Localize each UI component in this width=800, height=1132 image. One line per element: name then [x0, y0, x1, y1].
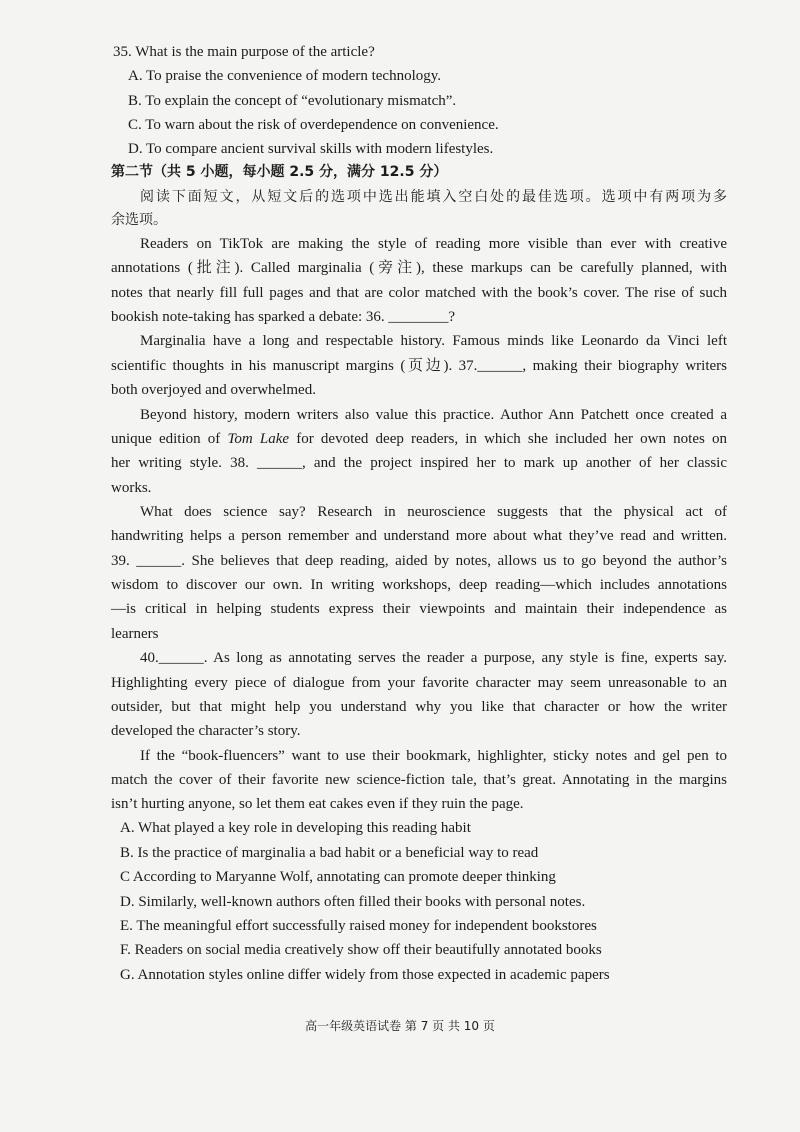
- passage-p5-line-2: Highlighting every piece of dialogue from your favorite character may seem unreasonable to an: [111, 675, 727, 691]
- passage-p4-line-6: learners: [111, 626, 159, 642]
- choice-c: C According to Maryanne Wolf, annotating can promote deeper thinking: [120, 869, 556, 885]
- passage-p1-line-2: annotations (批注). Called marginalia (旁注), these markups can be carefully planned, with: [111, 260, 727, 276]
- choice-d: D. Similarly, well-known authors often filled their books with personal notes.: [120, 894, 586, 910]
- choice-f: F. Readers on social media creatively show off their beautifully annotated books: [120, 942, 602, 958]
- passage-p4-line-2: handwriting helps a person remember and understand more about what they’ve read and written.: [111, 528, 727, 544]
- passage-p3-line-1: Beyond history, modern writers also value this practice. Author Ann Patchett once created a: [140, 407, 727, 423]
- passage-p3-line-2: [111, 429, 727, 449]
- passage-p6-line-1: If the “book-fluencers” want to use their bookmark, highlighter, sticky notes and gel pen to: [140, 748, 727, 764]
- choice-g: G. Annotation styles online differ widely from those expected in academic papers: [120, 967, 610, 983]
- choice-b: B. Is the practice of marginalia a bad habit or a beneficial way to read: [120, 845, 539, 861]
- passage-p2-line-2: scientific thoughts in his manuscript margins (页边). 37.______, making their biography writers: [111, 358, 727, 374]
- passage-p4-line-5: —is critical in helping students express their viewpoints and maintain their independence as: [111, 601, 727, 617]
- passage-p1-line-1: Readers on TikTok are making the style of reading more visible than ever with creative: [140, 236, 727, 252]
- question-35-option-d: D. To compare ancient survival skills with modern lifestyles.: [128, 141, 494, 157]
- page-footer: 高一年级英语试卷 第 7 页 共 10 页: [305, 1019, 495, 1033]
- question-35-stem: 35. What is the main purpose of the article?: [113, 44, 375, 60]
- book-title-tom-lake: Tom Lake: [227, 431, 290, 447]
- passage-p2-line-1: Marginalia have a long and respectable history. Famous minds like Leonardo da Vinci left: [140, 333, 727, 349]
- passage-p6-line-2: match the cover of their favorite new science-fiction tale, that’s great. Annotating in the margins: [111, 772, 727, 788]
- passage-p1-line-4: bookish note-taking has sparked a debate: 36. ________?: [111, 309, 456, 325]
- passage-p3-line-4: works.: [111, 480, 152, 496]
- passage-p5-line-4: developed the character’s story.: [111, 723, 301, 739]
- passage-p4-line-1: What does science say? Research in neuroscience suggests that the physical act of: [140, 504, 727, 520]
- section-2-instruction-line-2: 余选项。: [111, 212, 167, 228]
- question-35-option-a: A. To praise the convenience of modern technology.: [128, 68, 442, 84]
- passage-p4-line-3: 39. ______. She believes that deep reading, aided by notes, allows us to go beyond the author’s: [111, 553, 727, 569]
- passage-p3-line-2-post: for devoted deep readers, in which she included her own notes on: [289, 431, 727, 447]
- passage-p5-line-1: 40.______. As long as annotating serves the reader a purpose, any style is fine, experts say.: [140, 650, 727, 666]
- choice-a: A. What played a key role in developing this reading habit: [120, 820, 471, 836]
- section-2-instruction-line-1: 阅读下面短文，从短文后的选项中选出能填入空白处的最佳选项。选项中有两项为多: [140, 189, 727, 205]
- section-2-heading: 第二节（共 5 小题，每小题 2.5 分，满分 12.5 分）: [111, 164, 448, 180]
- passage-p4-line-4: wisdom to discover our own. In writing workshops, deep reading—which includes annotations: [111, 577, 727, 593]
- question-35-option-c: C. To warn about the risk of overdependence on convenience.: [128, 117, 499, 133]
- passage-p2-line-3: both overjoyed and overwhelmed.: [111, 382, 316, 398]
- question-35-option-b: B. To explain the concept of “evolutionary mismatch”.: [128, 93, 457, 109]
- passage-p5-line-3: outsider, but that might help you understand why you like that character or how the writer: [111, 699, 727, 715]
- choice-e: E. The meaningful effort successfully raised money for independent bookstores: [120, 918, 597, 934]
- passage-p3-line-3: her writing style. 38. ______, and the project inspired her to mark up another of her classic: [111, 455, 727, 471]
- passage-p1-line-3: notes that nearly fill full pages and that are color matched with the book’s cover. The rise of such: [111, 285, 727, 301]
- passage-p3-line-2-pre: unique edition of: [111, 431, 228, 447]
- passage-p6-line-3: isn’t hurting anyone, so let them eat cakes even if they ruin the page.: [111, 796, 524, 812]
